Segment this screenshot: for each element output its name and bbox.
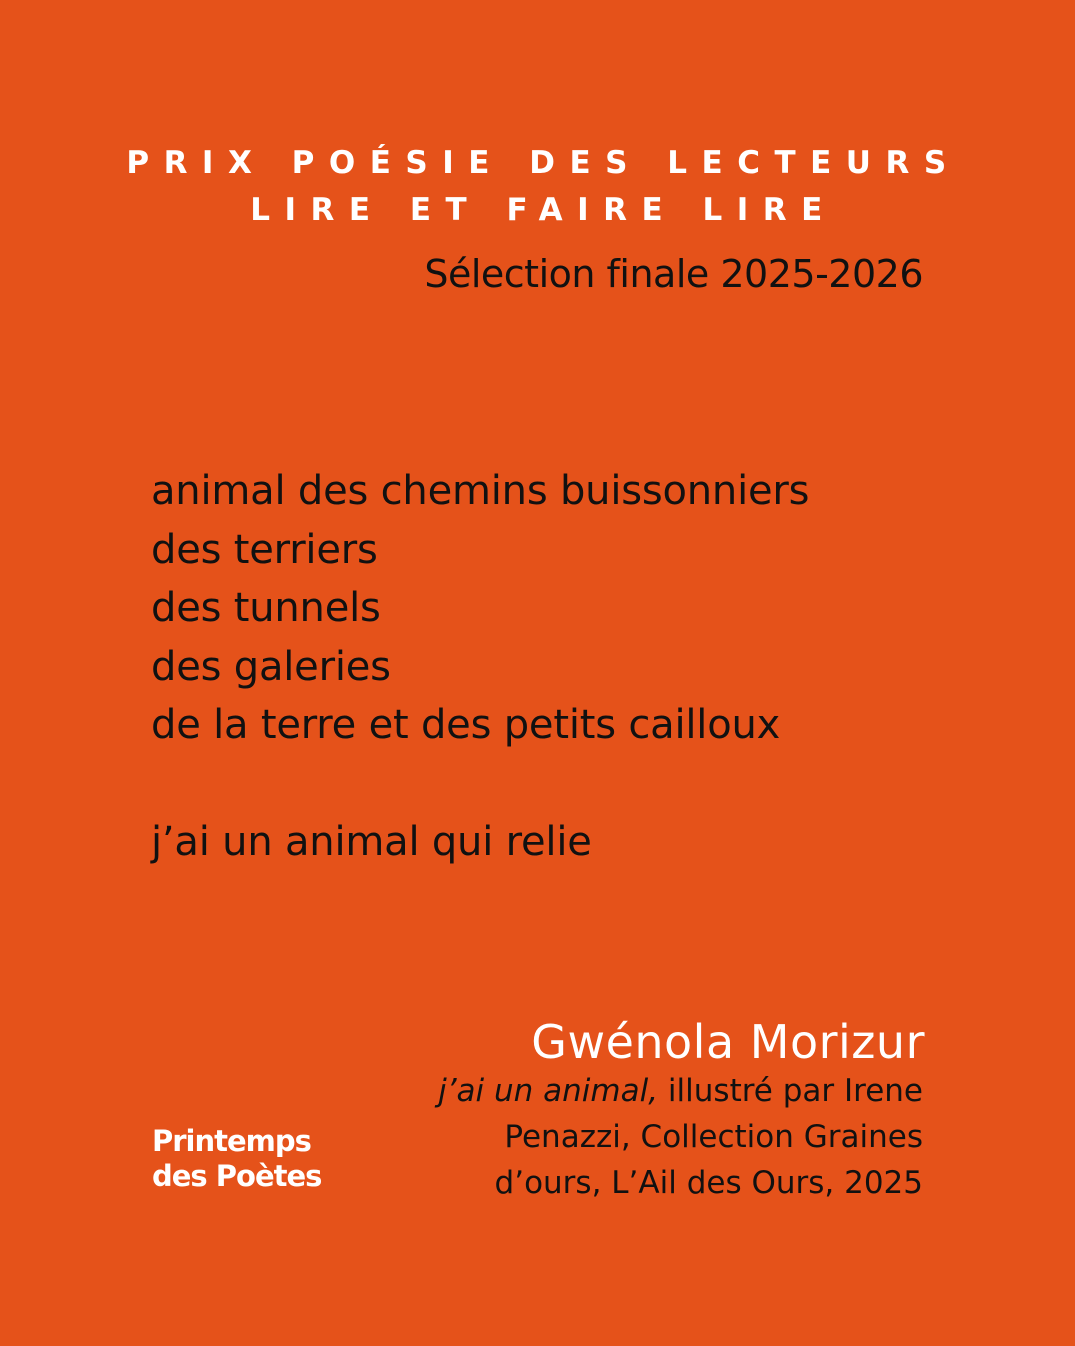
poem-stanza-1 <box>151 462 1011 755</box>
poem-excerpt <box>151 462 1011 871</box>
prize-title: PRIX POÉSIE DES LECTEURS <box>126 145 961 181</box>
author-name: Gwénola Morizur <box>531 1015 925 1069</box>
logo-line-2: des Poètes <box>152 1159 322 1193</box>
book-title: j’ai un animal, <box>438 1073 659 1109</box>
poem-verse: des tunnels <box>151 585 381 631</box>
prize-header <box>0 140 1075 234</box>
poem-verse: j’ai un animal qui relie <box>151 818 592 865</box>
selection-subtitle: Sélection finale 2025-2026 <box>424 252 923 296</box>
logo-line-1: Printemps <box>152 1124 311 1158</box>
poem-verse: des galeries <box>151 643 391 690</box>
poem-stanza-2 <box>151 813 1011 872</box>
book-credits <box>403 1068 923 1206</box>
organization-name: LIRE ET FAIRE LIRE <box>250 192 837 228</box>
poem-verse: animal des chemins buissonniers <box>151 468 810 514</box>
poem-verse: des terriers <box>151 526 378 573</box>
book-publication-details: illustré par Irene Penazzi, Collection Graines d’ours, L’Ail des Ours, 2025 <box>494 1073 923 1201</box>
printemps-des-poetes-logo <box>152 1124 321 1194</box>
poem-verse: de la terre et des petits cailloux <box>151 702 781 748</box>
